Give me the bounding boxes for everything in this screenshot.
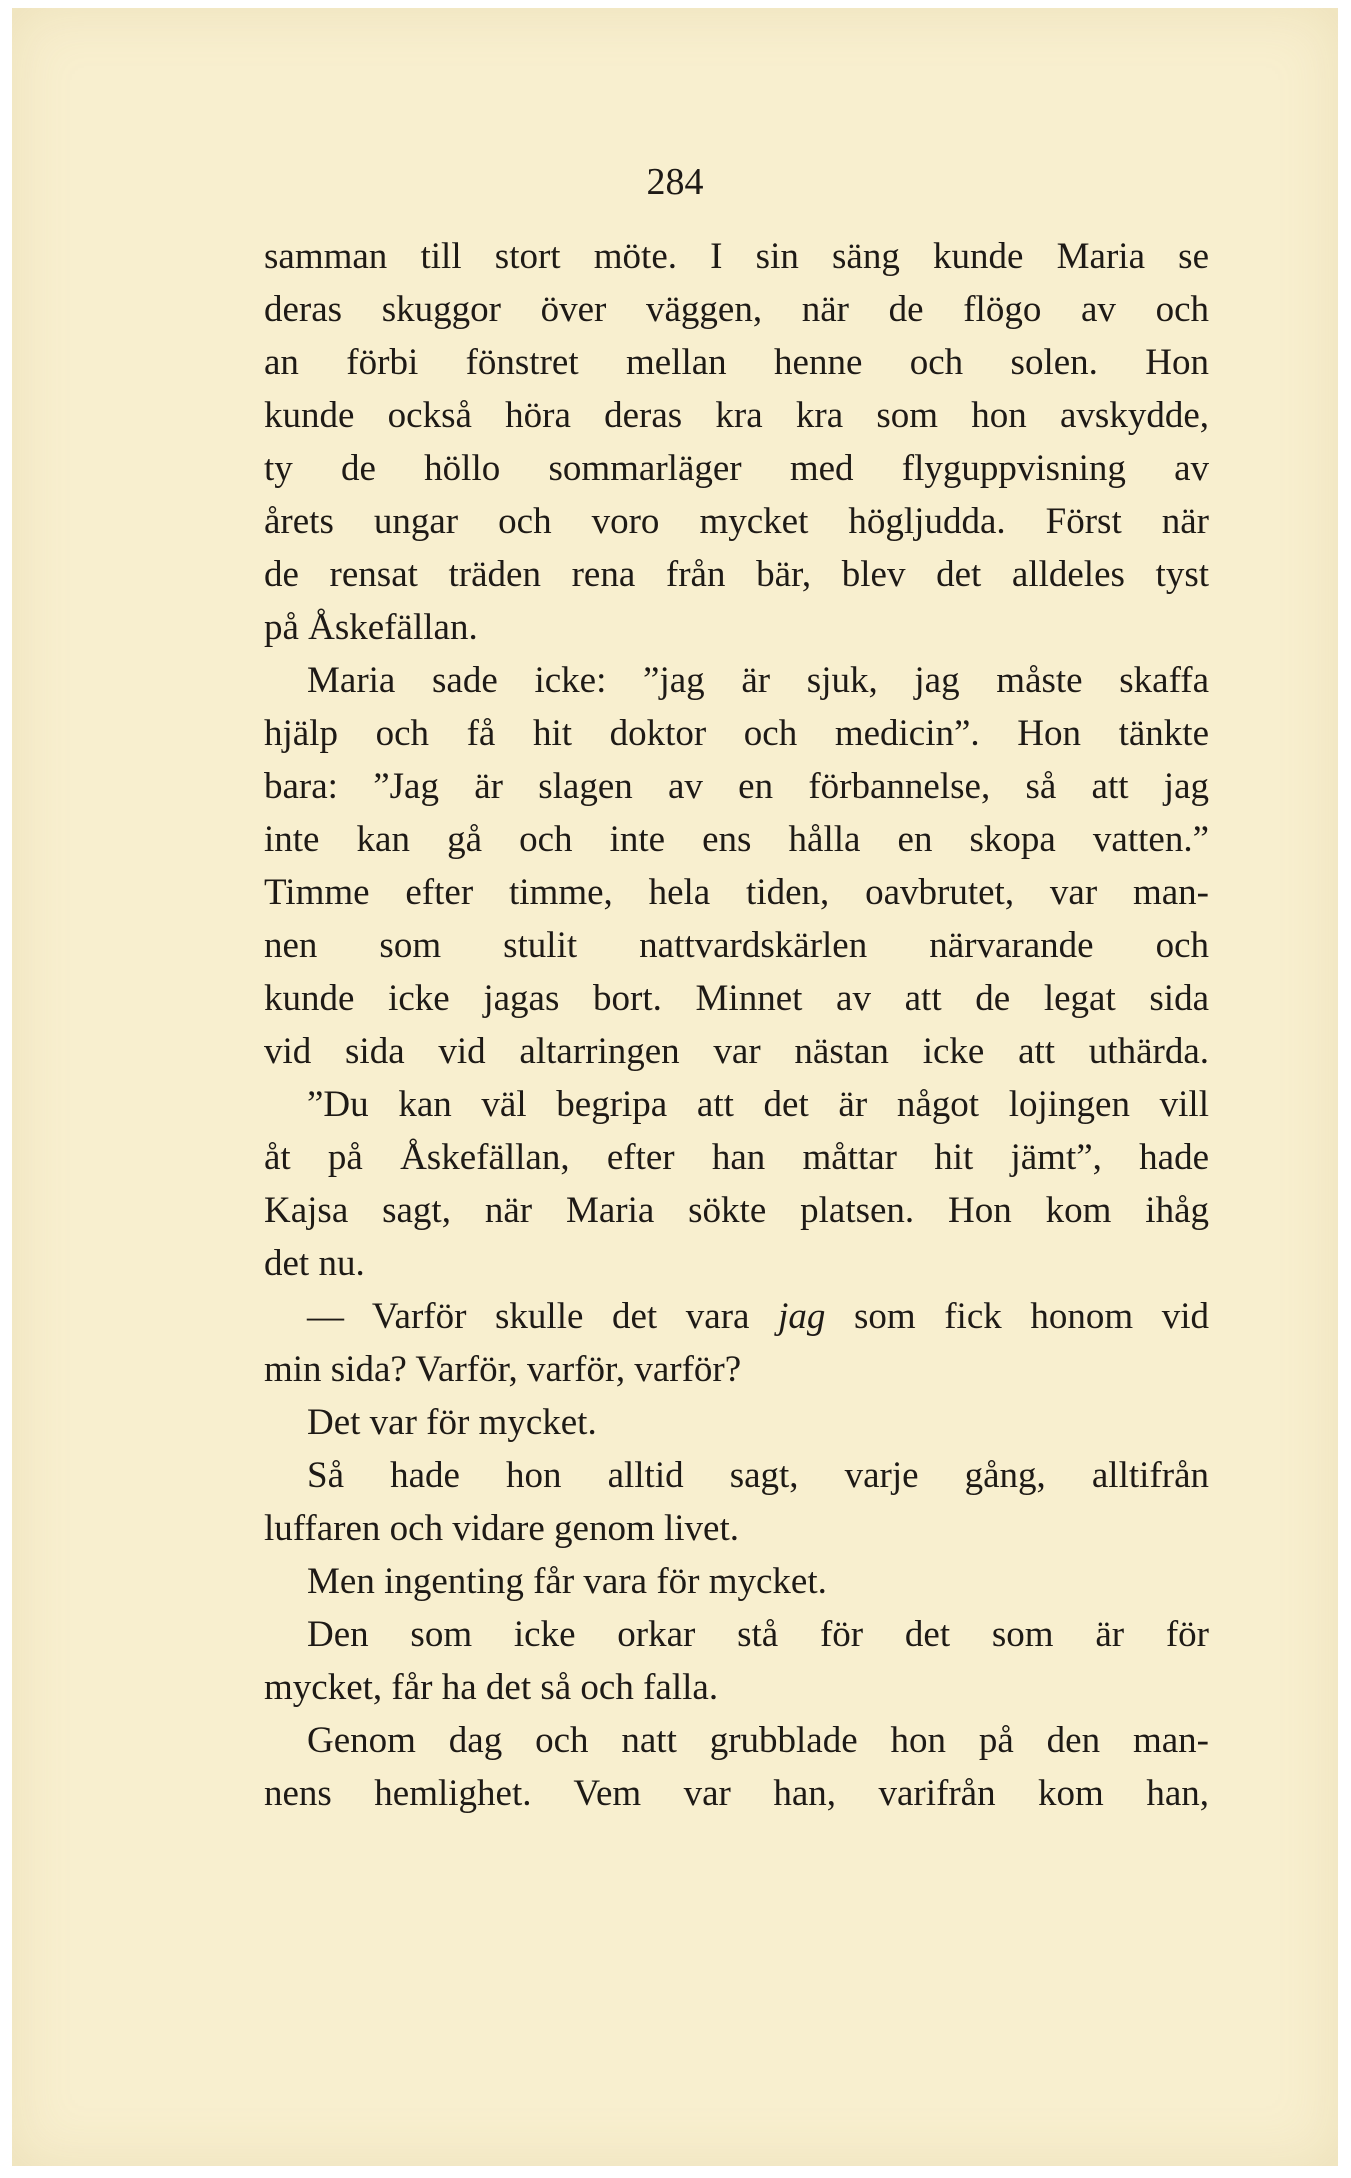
text-line: på Åskefällan. <box>264 607 478 648</box>
text-line: ty de höllo sommarläger med flyguppvisning av <box>264 448 1209 489</box>
text-line: ”Du kan väl begripa att det är något lojingen vill <box>307 1084 1209 1125</box>
text-line: det nu. <box>264 1243 365 1284</box>
text-segment: — Varför skulle det vara <box>307 1296 779 1337</box>
text-line: luffaren och vidare genom livet. <box>264 1508 740 1549</box>
text-line: vid sida vid altarringen var nästan icke att uthärda. <box>264 1031 1209 1072</box>
text-line: an förbi fönstret mellan henne och solen. Hon <box>264 342 1209 383</box>
text-line: deras skuggor över väggen, när de flögo av och <box>264 289 1209 330</box>
body-text <box>264 230 1209 1820</box>
text-line: Kajsa sagt, när Maria sökte platsen. Hon kom ihåg <box>264 1190 1209 1231</box>
text-line: åt på Åskefällan, efter han måttar hit jämt”, hade <box>264 1137 1209 1178</box>
text-line: Timme efter timme, hela tiden, oavbrutet, var man- <box>264 872 1209 913</box>
text-line: Maria sade icke: ”jag är sjuk, jag måste skaffa <box>307 660 1209 701</box>
text-line: nens hemlighet. Vem var han, varifrån kom han, <box>264 1773 1209 1814</box>
text-line: Genom dag och natt grubblade hon på den man- <box>307 1720 1209 1761</box>
text-line: bara: ”Jag är slagen av en förbannelse, så att jag <box>264 766 1209 807</box>
emphasized-word: jag <box>778 1296 826 1337</box>
text-line: min sida? Varför, varför, varför? <box>264 1349 742 1390</box>
text-line: kunde icke jagas bort. Minnet av att de legat sida <box>264 978 1209 1019</box>
text-line: nen som stulit nattvardskärlen närvarande och <box>264 925 1209 966</box>
text-line: mycket, får ha det så och falla. <box>264 1667 719 1708</box>
text-line: årets ungar och voro mycket högljudda. Först när <box>264 501 1209 542</box>
page-number: 284 <box>646 161 704 203</box>
text-line <box>264 1290 1209 1343</box>
text-line: inte kan gå och inte ens hålla en skopa vatten.” <box>264 819 1209 860</box>
book-page <box>12 8 1338 2166</box>
text-line: samman till stort möte. I sin säng kunde Maria se <box>264 236 1209 277</box>
text-line: de rensat träden rena från bär, blev det alldeles tyst <box>264 554 1209 595</box>
text-line: hjälp och få hit doktor och medicin”. Hon tänkte <box>264 713 1209 754</box>
text-line: Det var för mycket. <box>307 1402 597 1443</box>
text-line: Den som icke orkar stå för det som är för <box>307 1614 1209 1655</box>
text-line: kunde också höra deras kra kra som hon avskydde, <box>264 395 1209 436</box>
text-line: Men ingenting får vara för mycket. <box>307 1561 827 1602</box>
text-segment: som fick honom vid <box>825 1296 1210 1337</box>
text-line: Så hade hon alltid sagt, varje gång, alltifrån <box>307 1455 1209 1496</box>
